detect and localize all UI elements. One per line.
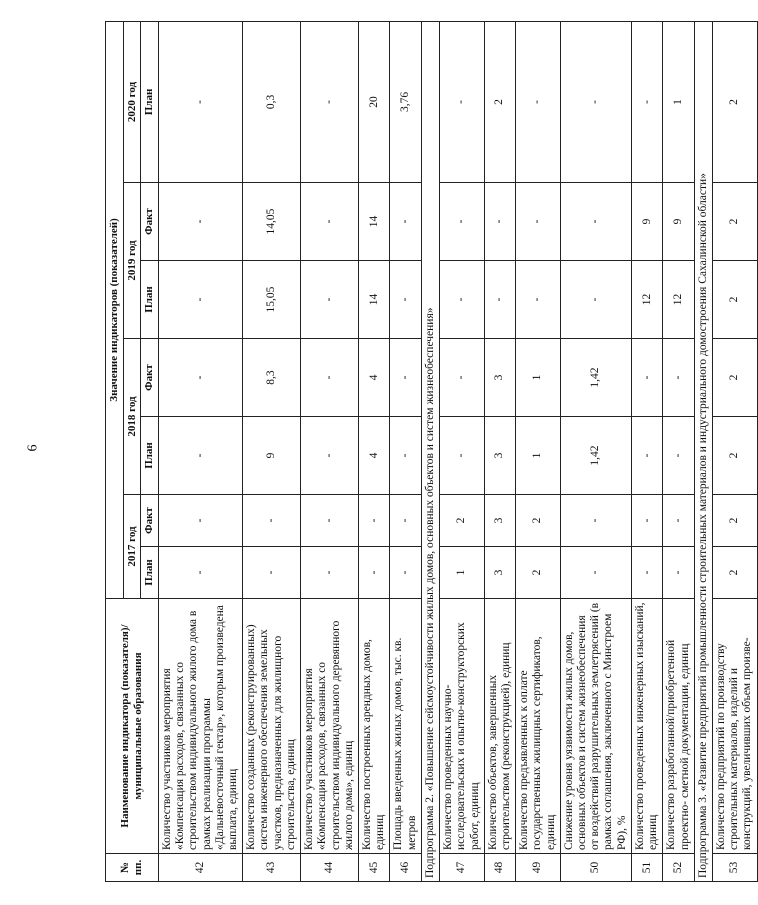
row-number: 45 [358, 854, 389, 882]
value-cell: - [301, 547, 359, 599]
header-plan: План [141, 417, 159, 495]
value-cell: 1,42 [560, 339, 631, 417]
value-cell: - [158, 183, 242, 261]
value-cell: 1,42 [560, 417, 631, 495]
value-cell: 9 [663, 183, 694, 261]
value-cell: 14,05 [243, 183, 301, 261]
value-cell: - [301, 21, 359, 182]
value-cell: - [484, 261, 515, 339]
row-number: 49 [516, 854, 561, 882]
value-cell: - [390, 261, 421, 339]
subprogram-row [694, 21, 712, 881]
value-cell: - [560, 495, 631, 547]
value-cell: 2 [713, 495, 758, 547]
indicator-name: Количество участников мероприятия «Компенсация расходов, связанных со строительством индивидуального деревянного жилого дома», единиц [301, 599, 359, 854]
header-fact: Факт [141, 183, 159, 261]
row-number: 53 [713, 854, 758, 882]
value-cell: 1 [516, 417, 561, 495]
value-cell: - [516, 183, 561, 261]
value-cell: 2 [713, 417, 758, 495]
header-values: Значение индикаторов (показателей) [106, 21, 124, 598]
value-cell: 9 [243, 417, 301, 495]
header-plan: План [141, 21, 159, 182]
subprogram-title: Подпрограмма 2. «Повышение сейсмоустойчивости жилых домов, основных объектов и систем жизнеобеспечения» [421, 21, 439, 881]
header-fact: Факт [141, 339, 159, 417]
value-cell: 2 [516, 495, 561, 547]
value-cell: 3 [484, 547, 515, 599]
value-cell: - [440, 183, 485, 261]
row-number: 47 [440, 854, 485, 882]
value-cell: - [663, 417, 694, 495]
value-cell: - [390, 417, 421, 495]
value-cell: 3,76 [390, 21, 421, 182]
value-cell: - [631, 21, 662, 182]
value-cell: - [301, 417, 359, 495]
value-cell: - [560, 547, 631, 599]
header-year-2019: 2019 год [123, 183, 141, 339]
indicator-name: Снижение уровня уязвимости жилых домов, основных объектов и систем жизнеобеспечения от воздействий разрушительных землетрясений (в рамках соглашения, заключенного с Минстроем РФ), % [560, 599, 631, 854]
value-cell: - [663, 495, 694, 547]
table-row [390, 21, 421, 881]
value-cell: 2 [484, 21, 515, 182]
value-cell: 12 [631, 261, 662, 339]
row-number: 48 [484, 854, 515, 882]
value-cell: 12 [663, 261, 694, 339]
row-number: 46 [390, 854, 421, 882]
header-name: Наименование индикатора (показателя)/муниципальные образования [106, 599, 159, 854]
value-cell: - [484, 183, 515, 261]
value-cell: 14 [358, 261, 389, 339]
value-cell: - [516, 261, 561, 339]
value-cell: 1 [663, 21, 694, 182]
value-cell: - [440, 261, 485, 339]
header-year-2018: 2018 год [123, 339, 141, 495]
indicator-name: Количество участников мероприятия «Компенсация расходов, связанных со строительством индивидуального жилого дома в рамках реализации программы «Дальневосточный гектар», которым произведена выплата, единиц [158, 599, 242, 854]
indicator-name: Количество созданных (реконструированных) систем инженерного обеспечения земельных участков, предназначенных для жилищного строительства, единиц [243, 599, 301, 854]
value-cell: 2 [713, 339, 758, 417]
value-cell: - [390, 183, 421, 261]
indicator-name: Количество построенных арендных домов, единиц [358, 599, 389, 854]
header-num: № пп. [106, 854, 159, 882]
value-cell: - [631, 547, 662, 599]
value-cell: - [663, 339, 694, 417]
value-cell: - [663, 547, 694, 599]
value-cell: 4 [358, 339, 389, 417]
value-cell: 2 [713, 261, 758, 339]
value-cell: 15,05 [243, 261, 301, 339]
row-number: 52 [663, 854, 694, 882]
value-cell: - [158, 21, 242, 182]
table-row [440, 21, 485, 881]
row-number: 44 [301, 854, 359, 882]
row-number: 43 [243, 854, 301, 882]
value-cell: - [631, 417, 662, 495]
value-cell: 20 [358, 21, 389, 182]
indicator-name: Количество проведенных научно-исследовательских и опытно-конструкторских работ, единиц [440, 599, 485, 854]
table-row [301, 21, 359, 881]
value-cell: 0,3 [243, 21, 301, 182]
value-cell: 3 [484, 495, 515, 547]
header-year-2020: 2020 год [123, 21, 141, 182]
value-cell: - [631, 495, 662, 547]
table-row [243, 21, 301, 881]
table-row [484, 21, 515, 881]
value-cell: 2 [713, 183, 758, 261]
value-cell: - [158, 417, 242, 495]
indicator-name: Площадь введенных жилых домов, тыс. кв. метров [390, 599, 421, 854]
value-cell: 2 [516, 547, 561, 599]
indicator-name: Количество разработанной/приобретенной проектно- сметной документации, единиц [663, 599, 694, 854]
indicator-name: Количество объектов, завершенных строительством (реконструкцией), единиц [484, 599, 515, 854]
value-cell: 8,3 [243, 339, 301, 417]
value-cell: - [158, 547, 242, 599]
value-cell: 1 [440, 547, 485, 599]
row-number: 42 [158, 854, 242, 882]
value-cell: - [301, 495, 359, 547]
value-cell: - [440, 339, 485, 417]
value-cell: - [243, 547, 301, 599]
header-plan: План [141, 547, 159, 599]
value-cell: - [560, 21, 631, 182]
value-cell: - [390, 547, 421, 599]
subprogram-title: Подпрограмма 3. «Развитие предприятий промышленности строительных материалов и индустриального домостроения Сахалинской области» [694, 21, 712, 881]
value-cell: 9 [631, 183, 662, 261]
value-cell: - [390, 339, 421, 417]
table-row [516, 21, 561, 881]
value-cell: 3 [484, 339, 515, 417]
value-cell: - [358, 547, 389, 599]
table-body [158, 21, 757, 881]
value-cell: 3 [484, 417, 515, 495]
value-cell: - [301, 183, 359, 261]
value-cell: 2 [440, 495, 485, 547]
table-rotated-wrapper [105, 22, 754, 882]
row-number: 50 [560, 854, 631, 882]
indicator-name: Количество проведенных инженерных изысканий, единиц [631, 599, 662, 854]
page-number: 6 [25, 444, 41, 452]
value-cell: - [440, 417, 485, 495]
indicator-name: Количество предприятий по производству строительных материалов, изделий и конструкций, увеличивших объем произве- [713, 599, 758, 854]
value-cell: 1 [516, 339, 561, 417]
row-number: 51 [631, 854, 662, 882]
value-cell: - [301, 261, 359, 339]
value-cell: - [560, 261, 631, 339]
table-row [158, 21, 242, 881]
value-cell: - [243, 495, 301, 547]
value-cell: - [440, 21, 485, 182]
value-cell: - [301, 339, 359, 417]
table-row [560, 21, 631, 881]
subprogram-row [421, 21, 439, 881]
value-cell: - [631, 339, 662, 417]
table-row [713, 21, 758, 881]
table-row [631, 21, 662, 881]
value-cell: - [560, 183, 631, 261]
value-cell: 14 [358, 183, 389, 261]
value-cell: - [158, 495, 242, 547]
table-row [358, 21, 389, 881]
value-cell: - [158, 261, 242, 339]
value-cell: 2 [713, 547, 758, 599]
header-year-2017: 2017 год [123, 495, 141, 599]
value-cell: 2 [713, 21, 758, 182]
header-fact: Факт [141, 495, 159, 547]
value-cell: - [390, 495, 421, 547]
value-cell: 4 [358, 417, 389, 495]
value-cell: - [358, 495, 389, 547]
table-row [663, 21, 694, 881]
header-plan: План [141, 261, 159, 339]
indicators-table [105, 21, 758, 882]
value-cell: - [516, 21, 561, 182]
value-cell: - [158, 339, 242, 417]
indicator-name: Количество предъявленных к оплате государственных жилищных сертификатов, единиц [516, 599, 561, 854]
